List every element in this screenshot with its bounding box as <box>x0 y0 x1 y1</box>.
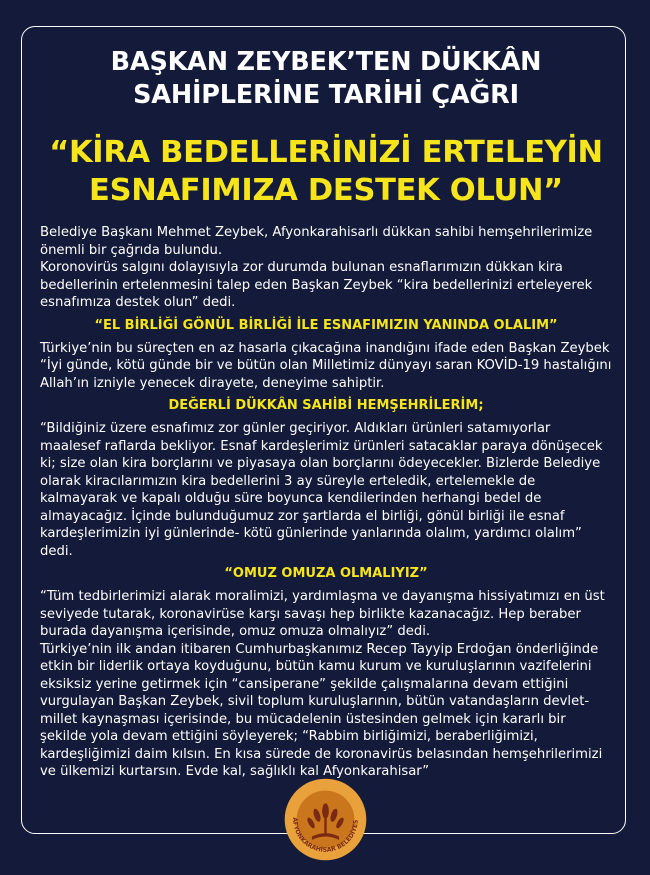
paragraph-3: Türkiye’nin bu süreçten en az hasarla çıkacağına inandığını ifade eden Başkan Zeybek “İyi günde, kötü günde bir ve bütün olan Milletimiz dünyayı saran KOVİD-19 hastalığını Allah’ın izniyle yenecek dirayete, deneyime sahiptir. <box>40 340 612 391</box>
logo-text: AFYONKARAHİSAR BELEDİYES <box>291 817 360 854</box>
subheading-3: “OMUZ OMUZA OLMALIYIZ” <box>224 566 428 581</box>
paragraph-6: Türkiye’nin ilk andan itibaren Cumhurbaşkanımız Recep Tayyip Erdoğan önderliğinde etkin bir liderlik ortaya koyduğunu, bütün kamu kurum ve kuruluşlarının vazifelerini eksiksiz yerine getirmek için “cansiperane” şekilde çalışmalarına devam ettiğini vurgulayan Başkan Zeybek, sivil toplum kuruluşlarının, bütün vatandaşların devlet-millet kaynaşması içerisinde, bu mücadelenin üstesinden gelmek için kararlı bir şekilde yola devam ettiğini söyleyerek; “Rabbim birliğimizi, beraberliğimizi, kardeşliğimizi daim kılsın. En kısa sürede de koronavirüs belasından hemşehrilerimizi ve ülkemizi kurtarsın. Evde kal, sağlıklı kal Afyonkarahisar” <box>40 641 603 779</box>
paragraph-5: “Tüm tedbirlerimizi alarak moralimizi, yardımlaşma ve dayanışma hissiyatımızı en üst seviyede tutarak, koronavirüse karşı savaşı hep birlikte kazanacağız. Hep beraber burada dayanışma içerisinde, omuz omuza olmalıyız” dedi. <box>40 589 605 639</box>
headline-line-2: SAHİPLERİNE TARİHİ ÇAĞRI <box>133 80 519 110</box>
subheading-1: “EL BİRLİĞİ GÖNÜL BİRLİĞİ İLE ESNAFIMIZIN YANINDA OLALIM” <box>94 317 558 333</box>
quote-line-2: ESNAFIMIZA DESTEK OLUN” <box>89 173 563 208</box>
paragraph-1: Belediye Başkanı Mehmet Zeybek, Afyonkarahisarlı dükkan sahibi hemşehrilerimize önemli bir çağrıda bulundu. <box>40 225 593 258</box>
municipality-logo <box>283 777 368 862</box>
announcement-content <box>40 46 612 781</box>
article-body <box>40 224 612 781</box>
quote-headline <box>26 134 626 210</box>
quote-line-1: “KİRA BEDELLERİNİZİ ERTELEYİN <box>49 135 603 170</box>
subheading-2: DEĞERLİ DÜKKÂN SAHİBİ HEMŞEHRİLERİM; <box>168 398 484 413</box>
paragraph-4: “Bildiğiniz üzere esnafımız zor günler geçiriyor. Aldıkları ürünleri satamıyorlar maalesef raflarda bekliyor. Esnaf kardeşlerimiz ürünleri satacaklar paraya dönüşecek ki; size olan kira borçlarını ve piyasaya olan borçlarını ödeyecekler. Bizlerde Belediye olarak kiracılarımızın kira bedellerini 3 ay süreyle erteledik, ertelemekle de kalmayarak ve kapalı olduğu süre boyunca kendilerinden herhangi bedel de almayacağız. İçinde bulunduğumuz zor şartlarda el birliği, gönül birliği ile esnaf kardeşlerimizin iyi günlerinde- kötü günlerinde yanlarında olalım, yardımcı olalım” dedi. <box>40 421 603 559</box>
headline-line-1: BAŞKAN ZEYBEK’TEN DÜKKÂN <box>110 47 542 77</box>
headline <box>40 46 612 112</box>
paragraph-2: Koronovirüs salgını dolayısıyla zor durumda bulunan esnaflarımızın dükkan kira bedellerinin ertelenmesini talep eden Başkan Zeybek “kira bedellerinizi erteleyerek esnafımıza destek olun” dedi. <box>40 260 593 310</box>
